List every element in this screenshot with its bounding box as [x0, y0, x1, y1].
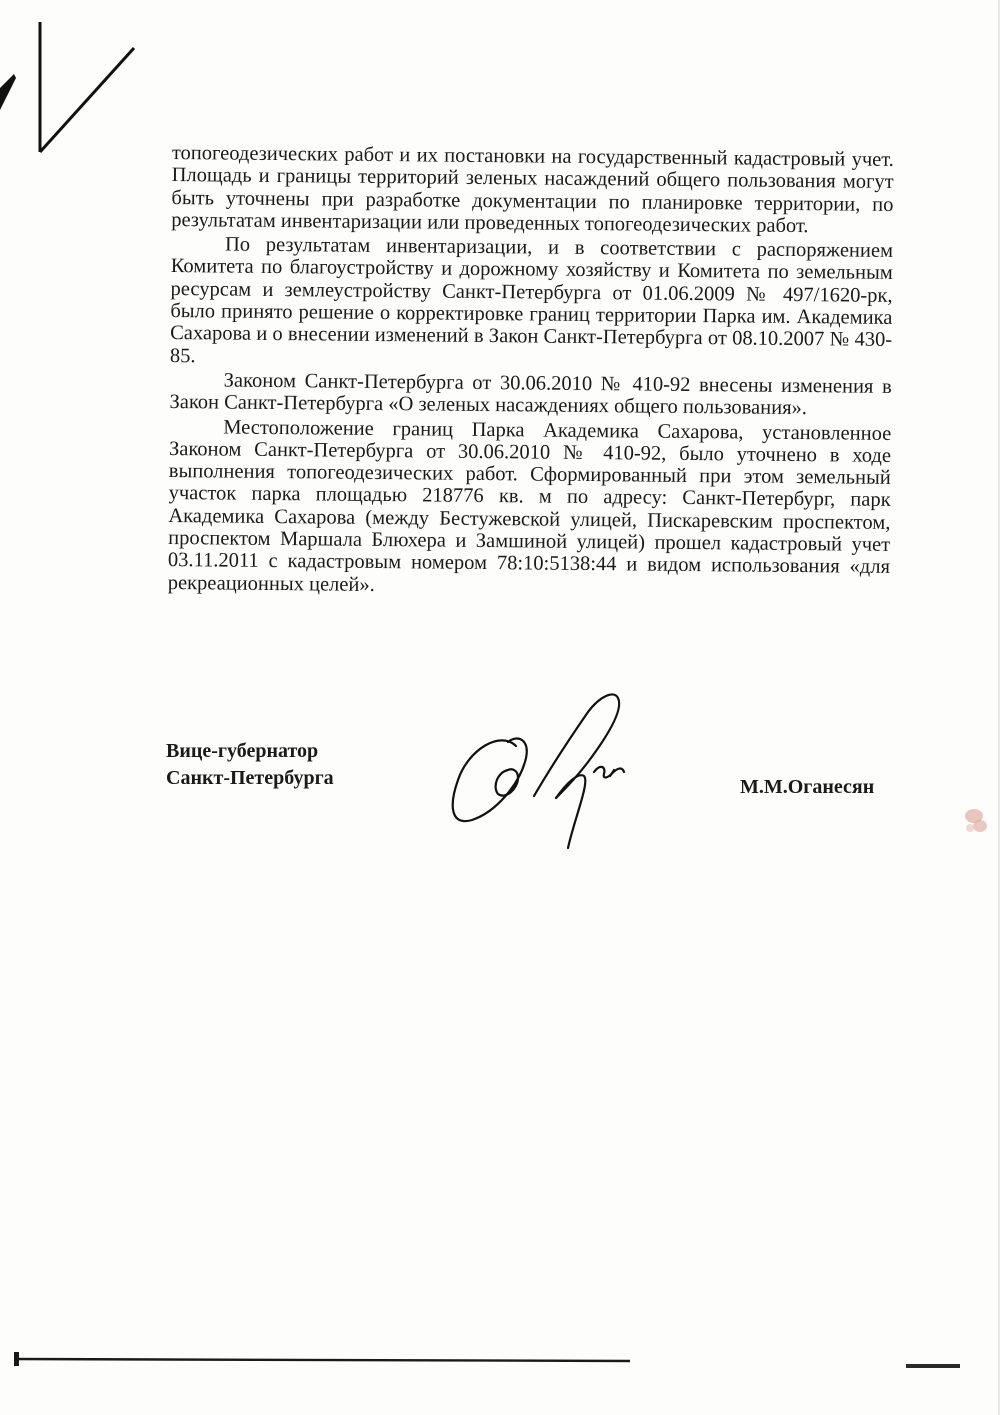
paragraph-4: Местоположение границ Парка Академика Сахарова, установленное Законом Санкт-Петербурга от 30.06.2010 № 410-92, было уточнено в ходе выполнения топогеодезических работ. Сформированный при этом земельный участок парка площадью 218776 кв. м по адресу: Санкт-Петербург, парк Академика Сахарова (между Бестужевской улицей, Пискаревским проспектом, проспектом Маршала Блюхера и Замшиной улицей) прошел кадастровый учет 03.11.2011 с кадастровым номером 78:10:5138:44 и видом использования «для рекреационных целей».: [167, 416, 892, 596]
paragraph-2: По результатам инвентаризации, и в соответствии с распоряжением Комитета по благоустройству и дорожному хозяйству и Комитета по земельным ресурсам и землеустройству Санкт-Петербурга от 01.06.2009 № 497/1620-рк, было принято решение о корректировке границ территории Парка им. Академика Сахарова и о внесении изменений в Закон Санкт-Петербурга от 08.10.2007 № 430-85.: [169, 233, 894, 367]
paper-stain: [958, 802, 994, 840]
bottom-right-rule-line: [906, 1364, 960, 1368]
signer-position-line1: Вице-губернатор: [166, 740, 319, 762]
scan-corner-mark: [0, 0, 140, 170]
paragraph-1: топогеодезических работ и их постановки на государственный кадастровый учет. Площадь и границы территорий зеленых насаждений общего пользования могут быть уточнены при разработке документации по планировке территории, по результатам инвентаризации или проведенных топогеодезических работ.: [171, 142, 894, 238]
paragraph-3: Законом Санкт-Петербурга от 30.06.2010 № 410-92 внесены изменения в Закон Санкт-Петербурга «О зеленых насаждениях общего пользования».: [169, 369, 892, 420]
handwritten-signature: [438, 680, 658, 850]
signer-name: М.М.Оганесян: [740, 776, 875, 798]
letter-body: [168, 142, 894, 601]
signer-position-line2: Санкт-Петербурга: [166, 767, 334, 789]
bottom-rule-line: [14, 1352, 630, 1366]
signer-position: [166, 738, 334, 792]
